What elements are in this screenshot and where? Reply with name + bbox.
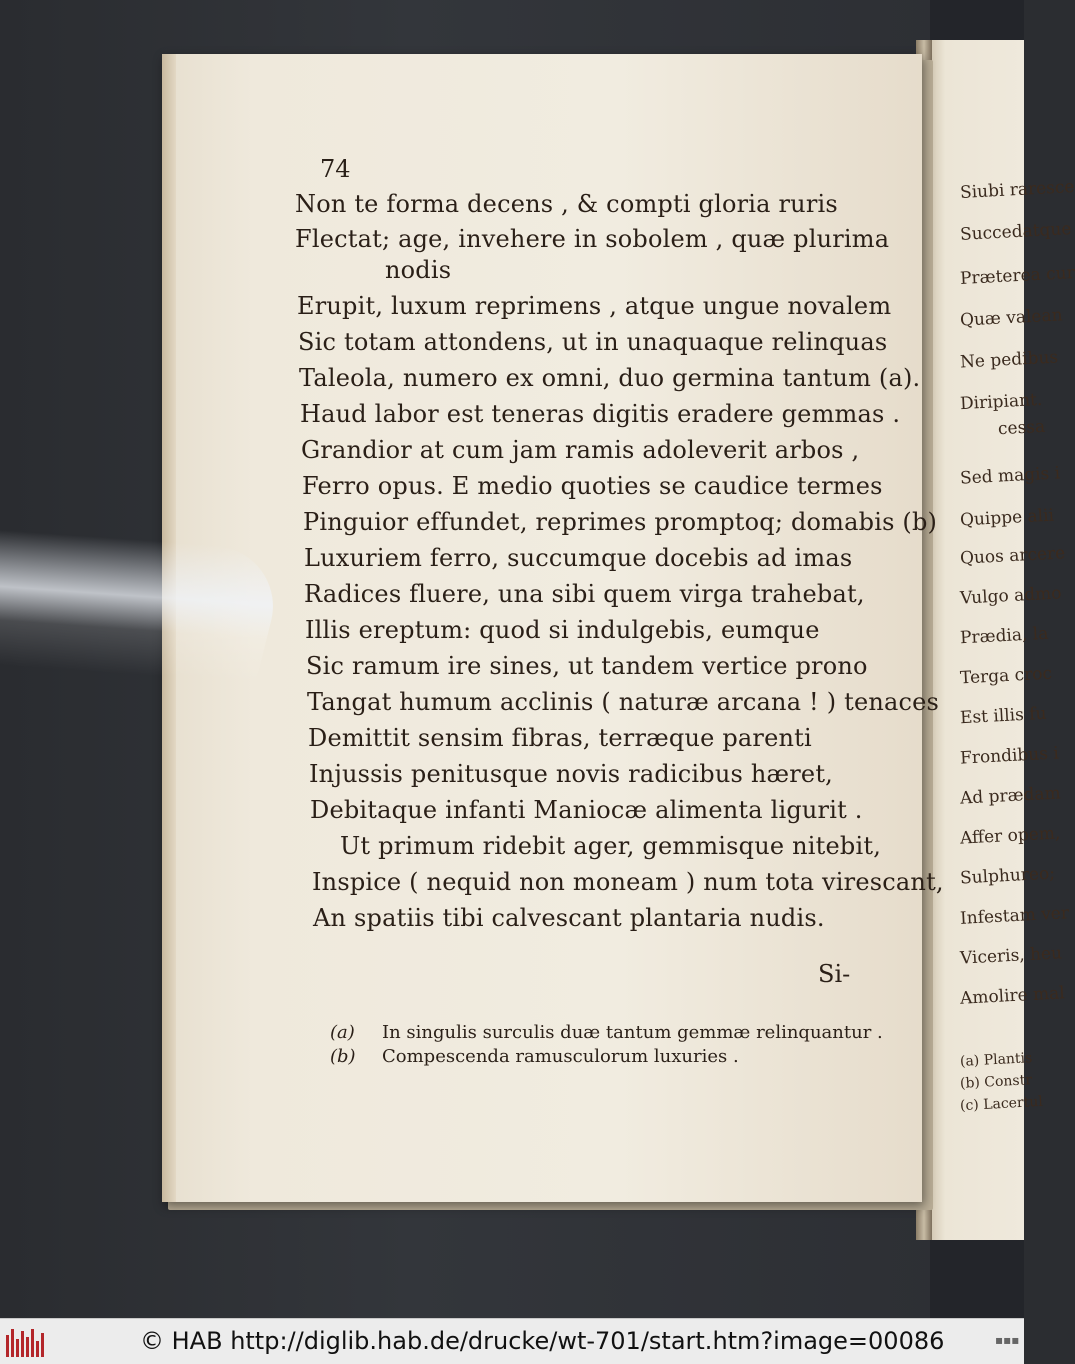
verse-line: Ferro opus. E medio quoties se caudice termes — [302, 472, 883, 500]
verse-line: Inspice ( nequid non moneam ) num tota virescant, — [312, 868, 944, 896]
verse-line: Tangat humum acclinis ( naturæ arcana ! ) tenaces — [307, 688, 940, 716]
footnote-mark: (a) — [330, 1022, 355, 1043]
verse-line: Flectat; age, invehere in sobolem , quæ plurima — [295, 225, 890, 253]
verse-line: Sic totam attondens, ut in unaquaque relinquas — [298, 328, 888, 356]
facing-page-line: Ad prædam — [959, 783, 1062, 809]
facing-page-line: Succedatque — [959, 219, 1072, 245]
facing-page-line: cessa — [997, 416, 1046, 440]
verse-line: Demittit sensim fibras, terræque parenti — [308, 724, 812, 752]
copyright-link[interactable]: © HAB http://diglib.hab.de/drucke/wt-701/start.htm?image=00086 — [140, 1327, 945, 1355]
footnote-text: Compescenda ramusculorum luxuries . — [382, 1046, 739, 1067]
facing-page-line: Vulgo admo — [959, 583, 1062, 609]
verse-line: nodis — [385, 256, 452, 284]
facing-page — [928, 40, 1075, 1240]
facing-page-line: Præterea cur — [959, 263, 1075, 289]
footnote — [330, 1022, 883, 1043]
verse-line: Ut primum ridebit ager, gemmisque nitebit, — [340, 832, 882, 860]
facing-page-line: Ne pedibus — [959, 347, 1059, 373]
page-number: 74 — [320, 155, 351, 183]
facing-page-line: Sed magis i — [959, 463, 1061, 489]
hab-logo-icon — [6, 1327, 44, 1357]
facing-page-footnote: (a) Plantis — [959, 1050, 1033, 1070]
facing-page-line: Terga croc — [959, 663, 1053, 689]
facing-page-line: Infestam ver — [959, 903, 1070, 929]
verse-line: Illis ereptum: quod si indulgebis, eumque — [305, 616, 820, 644]
facing-page-line: Sulphureo; — [959, 863, 1056, 889]
facing-page-line: Siubi raresce — [959, 177, 1075, 203]
footnote — [330, 1046, 739, 1067]
facing-page-line: Est illis fu — [959, 703, 1047, 729]
facing-page-line: Amolire mal — [959, 983, 1066, 1009]
page-indicator: ▪▪▪ — [995, 1333, 1020, 1347]
facing-page-line: Frondibus i — [959, 743, 1060, 769]
facing-page-line: Prædia, la — [959, 623, 1049, 649]
facing-page-line: Quippe alii — [959, 505, 1055, 531]
facing-page-line: Diripiant. — [959, 389, 1043, 415]
facing-page-line: Quæ valean — [959, 305, 1064, 331]
footnote-text: In singulis surculis duæ tantum gemmæ relinquantur . — [382, 1022, 883, 1043]
verse-line: Taleola, numero ex omni, duo germina tantum (a). — [299, 364, 921, 392]
verse-line: Grandior at cum jam ramis adoleverit arbos , — [301, 436, 860, 464]
verse-line: Radices fluere, una sibi quem virga trahebat, — [304, 580, 865, 608]
facing-page-line: Affer opem, — [959, 823, 1061, 849]
facing-page-footnote: (c) Lacertul — [959, 1093, 1044, 1115]
verse-line: Non te forma decens , & compti gloria ruris — [295, 190, 838, 218]
verse-line: Pinguior effundet, reprimes promptoq; domabis (b) — [303, 508, 938, 536]
facing-page-line: Viceris, heu — [959, 943, 1063, 969]
facing-page-footnote: (b) Constr — [959, 1072, 1033, 1092]
verse-line: Erupit, luxum reprimens , atque ungue novalem — [297, 292, 892, 320]
facing-page-line: Quos arcere — [959, 543, 1066, 569]
verse-line: Haud labor est teneras digitis eradere gemmas . — [300, 400, 901, 428]
page-edge — [162, 54, 176, 1202]
verse-line: An spatiis tibi calvescant plantaria nudis. — [313, 904, 825, 932]
verse-line: Injussis penitusque novis radicibus hæret, — [309, 760, 834, 788]
footer-bar — [0, 1318, 1024, 1364]
verse-line: Debitaque infanti Maniocæ alimenta ligurit . — [310, 796, 863, 824]
verse-line: Sic ramum ire sines, ut tandem vertice prono — [306, 652, 868, 680]
verse-line: Luxuriem ferro, succumque docebis ad imas — [304, 544, 853, 572]
catchword: Si- — [818, 960, 851, 988]
footnote-mark: (b) — [330, 1046, 356, 1067]
